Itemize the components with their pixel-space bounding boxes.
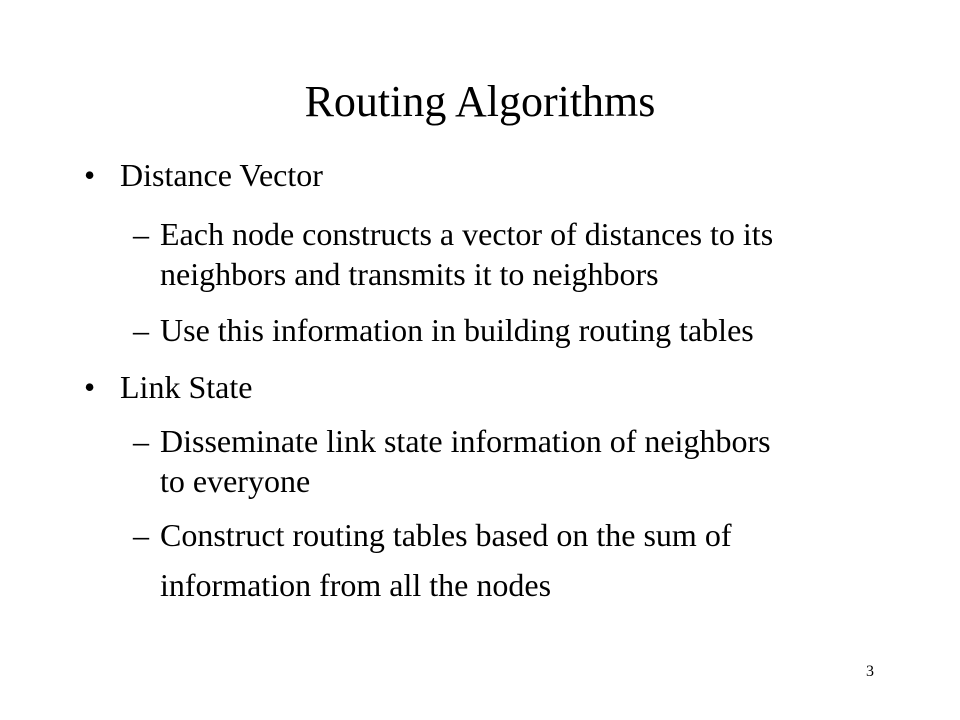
bullet-heading: Distance Vector (120, 157, 323, 193)
bullet-icon: • (84, 369, 96, 405)
sub-item-text: Disseminate link state information of neighbors (160, 423, 771, 459)
sub-item-text: information from all the nodes (160, 567, 552, 603)
sub-item-text: Use this information in building routing tables (160, 312, 754, 348)
sub-item-text: neighbors and transmits it to neighbors (160, 256, 659, 292)
sub-item-text: Construct routing tables based on the sum of (160, 517, 732, 553)
bullet-icon: • (84, 157, 96, 193)
bullet-heading: Link State (120, 369, 253, 405)
slide-title: Routing Algorithms (304, 77, 656, 126)
dash-icon: – (133, 517, 149, 553)
dash-icon: – (133, 216, 149, 252)
page-number: 3 (866, 663, 874, 680)
sub-item-text: Each node constructs a vector of distances to its (160, 216, 774, 252)
dash-icon: – (133, 423, 149, 459)
sub-item-text: to everyone (160, 463, 311, 499)
dash-icon: – (133, 312, 149, 348)
